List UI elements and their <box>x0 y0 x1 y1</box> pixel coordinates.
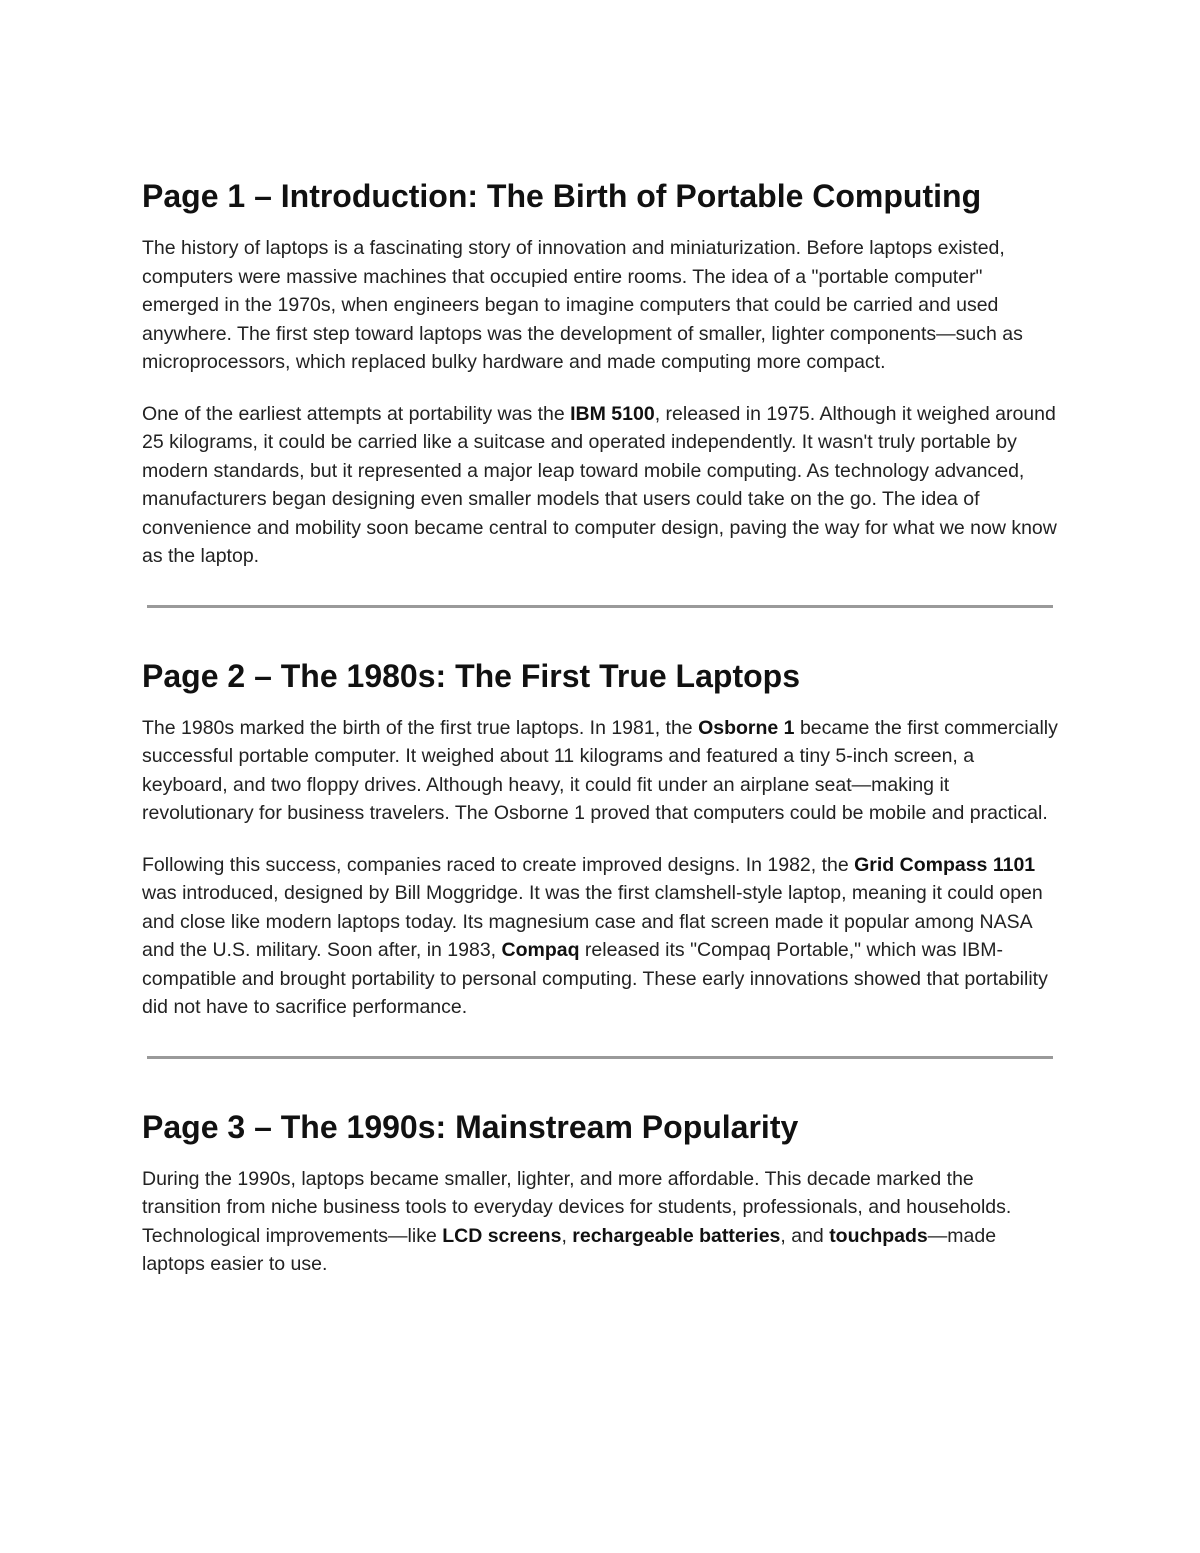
section-title: Page 2 – The 1980s: The First True Laptops <box>142 657 800 694</box>
bold-term: Grid Compass 1101 <box>854 853 1036 876</box>
section-divider <box>147 605 1053 608</box>
paragraph-text: became the first commercially successful portable computer. It weighed about 11 kilograms and featured a tiny 5-inch screen, a keyboard, and two floppy drives. Although heavy, it could fit under an airplane seat—making it revolutionary for business travelers. The Osborne 1 proved that computers could be mobile and practical. <box>142 716 1058 824</box>
paragraph-text: Following this success, companies raced to create improved designs. In 1982, the <box>142 853 855 876</box>
paragraph-text: , released in 1975. Although it weighed around 25 kilograms, it could be carried like a suitcase and operated independently. It wasn't truly portable by modern standards, but it represented a major leap toward mobile computing. As technology advanced, manufacturers began designing even smaller models that users could take on the go. The idea of convenience and mobility soon became central to computer design, paving the way for what we now know as the laptop. <box>142 402 1057 567</box>
bold-term: LCD screens <box>442 1224 562 1247</box>
section-title: Page 3 – The 1990s: Mainstream Popularity <box>142 1108 799 1145</box>
section-2 <box>142 650 1058 1022</box>
paragraph-text: During the 1990s, laptops became smaller, lighter, and more affordable. This decade marked the transition from niche business tools to everyday devices for students, professionals, and households. Technological improvements—like <box>142 1167 1012 1247</box>
paragraph <box>142 714 1058 828</box>
bold-term: touchpads <box>829 1224 928 1247</box>
paragraph-text: released its "Compaq Portable," which was IBM-compatible and brought portability to personal computing. These early innovations showed that portability did not have to sacrifice performance. <box>142 939 1048 1018</box>
section-3 <box>142 1101 1058 1279</box>
section-divider <box>147 1056 1053 1059</box>
bold-term: IBM 5100 <box>570 402 655 425</box>
bold-term: Compaq <box>501 939 580 961</box>
paragraph <box>142 400 1058 571</box>
paragraph-text: One of the earliest attempts at portability was the <box>142 402 571 425</box>
bold-term: rechargeable batteries <box>572 1224 781 1247</box>
paragraph-text: , and <box>780 1224 830 1247</box>
paragraph-text: The 1980s marked the birth of the first true laptops. In 1981, the <box>142 716 699 739</box>
paragraph-text: The history of laptops is a fascinating story of innovation and miniaturization. Before laptops existed, computers were massive machines that occupied entire rooms. The idea of a "portable computer" emerged in the 1970s, when engineers began to imagine computers that could be carried and used anywhere. The first step toward laptops was the development of smaller, lighter components—such as microprocessors, which replaced bulky hardware and made computing more compact. <box>142 237 1023 373</box>
bold-term: Osborne 1 <box>698 716 795 739</box>
paragraph <box>142 234 1058 377</box>
document-page <box>142 170 1058 1302</box>
section-1 <box>142 170 1058 571</box>
paragraph <box>142 1165 1058 1279</box>
paragraph <box>142 851 1058 1022</box>
section-title: Page 1 – Introduction: The Birth of Portable Computing <box>142 178 982 214</box>
paragraph-text: , <box>561 1224 573 1247</box>
paragraph-text: —made laptops easier to use. <box>142 1224 997 1275</box>
paragraph-text: was introduced, designed by Bill Moggridge. It was the first clamshell-style laptop, meaning it could open and close like modern laptops today. Its magnesium case and flat screen made it popular among NASA and the U.S. military. Soon after, in 1983, <box>142 882 1043 961</box>
